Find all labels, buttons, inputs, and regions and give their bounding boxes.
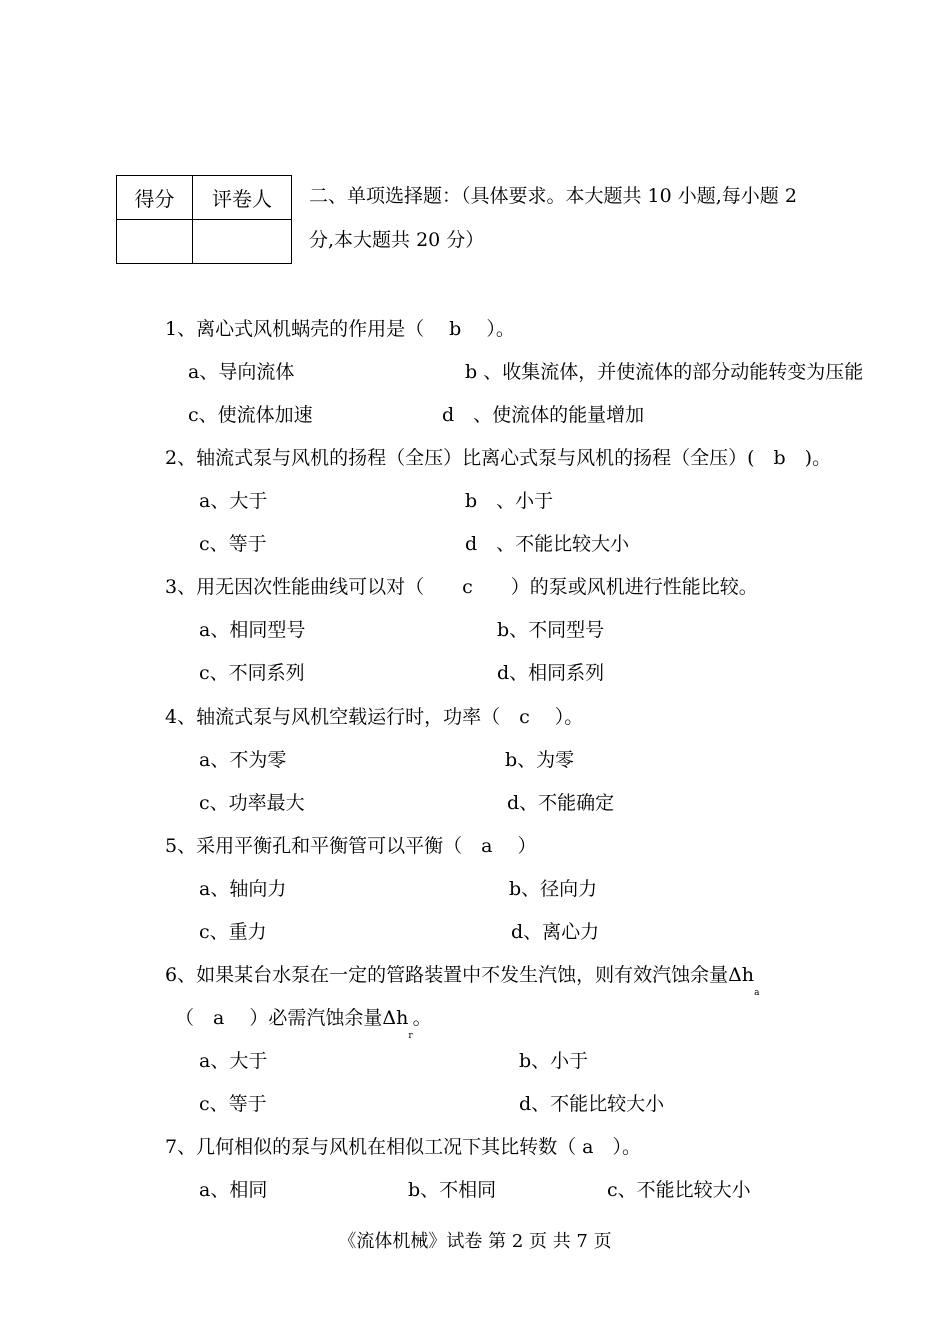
- question-2-option-b: b 、小于: [465, 490, 554, 512]
- question-7-stem: 7、几何相似的泵与风机在相似工况下其比转数（ a ）。: [165, 1136, 641, 1158]
- question-7-option-a: a、相同: [199, 1179, 268, 1201]
- question-6-subscript-r: r: [408, 1031, 413, 1041]
- question-4-option-d: d、不能确定: [507, 792, 615, 814]
- question-2-option-a: a、大于: [199, 490, 268, 512]
- question-4-option-a: a、不为零: [199, 749, 287, 771]
- question-5-option-c: c、重力: [199, 921, 267, 943]
- question-5-option-a: a、轴向力: [199, 878, 287, 900]
- question-6-option-a: a、大于: [199, 1050, 268, 1072]
- question-6-subscript-a: a: [754, 988, 760, 998]
- question-2-option-d: d 、不能比较大小: [465, 533, 630, 555]
- question-1-option-b: b 、收集流体，并使流体的部分动能转变为压能: [465, 361, 864, 383]
- question-4-option-b: b、为零: [505, 749, 575, 771]
- question-6-stem-text1: 6、如果某台水泵在一定的管路装置中不发生汽蚀，则有效汽蚀余量Δh: [165, 964, 755, 986]
- grader-label: 评卷人: [193, 176, 292, 220]
- score-cell: [117, 220, 193, 264]
- question-2-option-c: c、等于: [199, 533, 267, 555]
- question-3-stem: 3、用无因次性能曲线可以对（ c ）的泵或风机进行性能比较。: [165, 576, 758, 598]
- question-1-option-d: d 、使流体的能量增加: [442, 404, 645, 426]
- score-label: 得分: [117, 176, 193, 220]
- question-3-option-d: d、相同系列: [497, 662, 605, 684]
- section-title-line2: 分,本大题共 20 分）: [309, 229, 485, 251]
- question-6-option-b: b、小于: [519, 1050, 589, 1072]
- question-7-option-c: c、不能比较大小: [607, 1179, 751, 1201]
- question-5-option-d: d、离心力: [511, 921, 600, 943]
- question-3-option-b: b、不同型号: [497, 619, 605, 641]
- question-4-option-c: c、功率最大: [199, 792, 305, 814]
- section-title-line1: 二、单项选择题：（具体要求。本大题共 10 小题,每小题 2: [309, 185, 797, 207]
- question-6-stem-line2: [175, 1003, 432, 1041]
- question-6-option-c: c、等于: [199, 1093, 267, 1115]
- score-table: [116, 175, 292, 264]
- question-1-stem: 1、离心式风机蜗壳的作用是（ b ）。: [165, 318, 515, 340]
- question-6-option-d: d、不能比较大小: [519, 1093, 665, 1115]
- question-6-stem-line1: [165, 960, 760, 998]
- question-7-option-b: b、不相同: [408, 1179, 497, 1201]
- question-5-option-b: b、径向力: [509, 878, 598, 900]
- question-5-stem: 5、采用平衡孔和平衡管可以平衡（ a ）: [165, 835, 537, 857]
- question-6-stem-text2: （ a ）必需汽蚀余量Δh: [175, 1007, 409, 1029]
- question-3-option-a: a、相同型号: [199, 619, 306, 641]
- question-6-stem-end: 。: [412, 1007, 432, 1029]
- page-footer: 《流体机械》试卷 第 2 页 共 7 页: [338, 1231, 612, 1252]
- question-1-option-c: c、使流体加速: [188, 404, 313, 426]
- question-1-option-a: a、导向流体: [188, 361, 295, 383]
- question-3-option-c: c、不同系列: [199, 662, 305, 684]
- question-4-stem: 4、轴流式泵与风机空载运行时，功率（ c ）。: [165, 706, 584, 728]
- grader-cell: [193, 220, 292, 264]
- question-2-stem: 2、轴流式泵与风机的扬程（全压）比离心式泵与风机的扬程（全压）( b )。: [165, 447, 832, 469]
